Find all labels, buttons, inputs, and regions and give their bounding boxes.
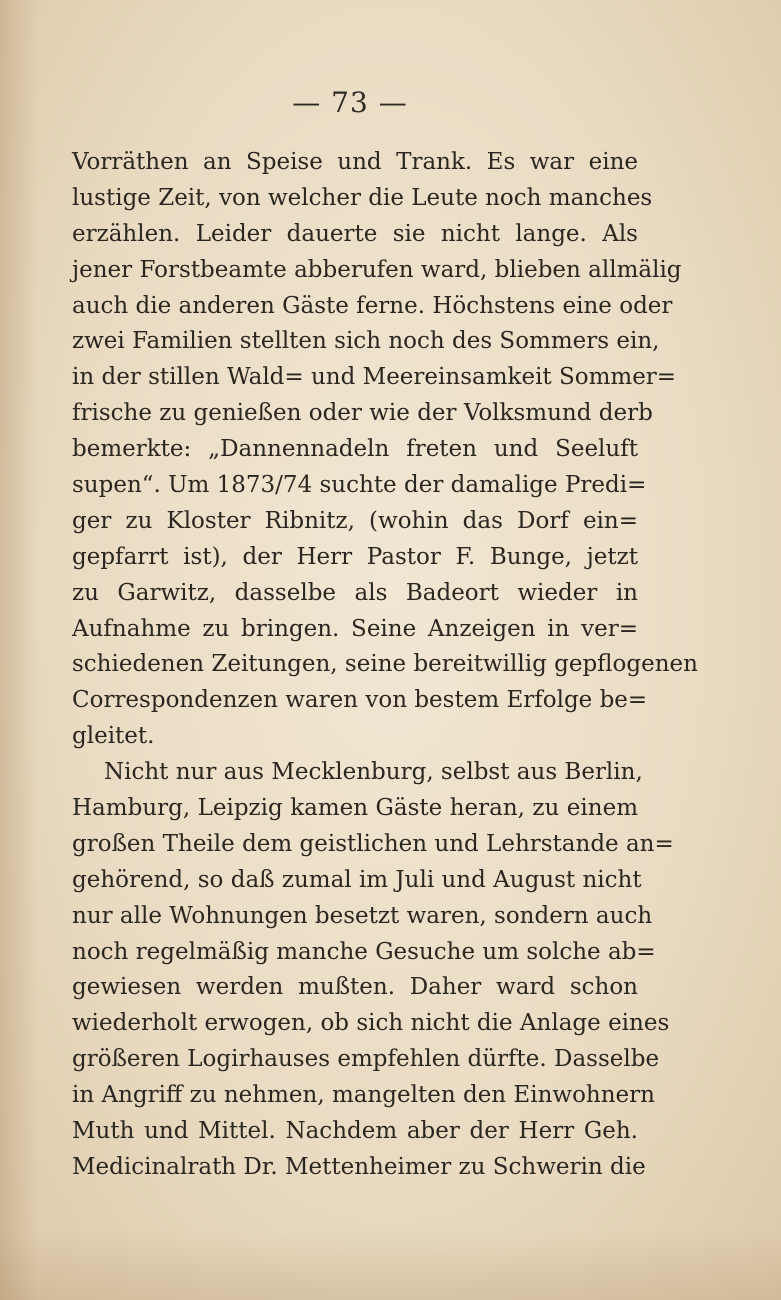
text-line: wiederholt erwogen, ob sich nicht die Anlage eines bbox=[72, 1010, 670, 1037]
text-line: gewiesen werden mußten. Daher ward schon bbox=[72, 974, 638, 1001]
text-line: erzählen. Leider dauerte sie nicht lange. Als bbox=[72, 220, 638, 247]
text-line: nur alle Wohnungen besetzt waren, sondern auch bbox=[72, 902, 653, 929]
text-line: noch regelmäßig manche Gesuche um solche ab= bbox=[72, 938, 656, 965]
text-line: bemerkte: „Dannennadeln freten und Seeluft bbox=[72, 436, 638, 463]
text-line: jener Forstbeamte abberufen ward, blieben allmälig bbox=[72, 256, 682, 283]
text-line: großen Theile dem geistlichen und Lehrstande an= bbox=[72, 830, 674, 857]
text-line: in der stillen Wald= und Meereinsamkeit Sommer= bbox=[72, 364, 677, 391]
text-line: größeren Logirhauses empfehlen dürfte. Dasselbe bbox=[72, 1046, 660, 1073]
text-line: gehörend, so daß zumal im Juli und August nicht bbox=[72, 866, 642, 893]
text-line: Nicht nur aus Mecklenburg, selbst aus Berlin, bbox=[104, 759, 643, 786]
text-line: auch die anderen Gäste ferne. Höchstens eine oder bbox=[72, 292, 673, 319]
text-line: zwei Familien stellten sich noch des Sommers ein, bbox=[72, 328, 660, 355]
text-line: ger zu Kloster Ribnitz, (wohin das Dorf ein= bbox=[72, 507, 638, 534]
text-line: Medicinalrath Dr. Mettenheimer zu Schwerin die bbox=[72, 1153, 646, 1180]
text-line: frische zu genießen oder wie der Volksmund derb bbox=[72, 400, 653, 427]
text-line: Correspondenzen waren von bestem Erfolge be= bbox=[72, 687, 648, 714]
text-line: gepfarrt ist), der Herr Pastor F. Bunge, jetzt bbox=[72, 543, 638, 570]
text-line: in Angriff zu nehmen, mangelten den Einwohnern bbox=[72, 1082, 655, 1109]
text-line: Muth und Mittel. Nachdem aber der Herr Geh. bbox=[72, 1118, 638, 1145]
page-edge-shadow-left bbox=[0, 0, 38, 1300]
text-line: Aufnahme zu bringen. Seine Anzeigen in ver= bbox=[72, 615, 638, 642]
body-text bbox=[72, 145, 698, 1186]
text-line: gleitet. bbox=[72, 723, 155, 750]
page-number: — 73 — bbox=[292, 86, 408, 119]
text-line: Vorräthen an Speise und Trank. Es war eine bbox=[72, 149, 638, 175]
text-line: zu Garwitz, dasselbe als Badeort wieder in bbox=[72, 579, 638, 606]
text-line: Hamburg, Leipzig kamen Gäste heran, zu einem bbox=[72, 795, 638, 822]
text-line: schiedenen Zeitungen, seine bereitwillig gepflogenen bbox=[72, 651, 698, 678]
page-edge-shadow-bottom bbox=[0, 1230, 781, 1300]
text-line: supen“. Um 1873/74 suchte der damalige Predi= bbox=[72, 472, 647, 499]
text-line: lustige Zeit, von welcher die Leute noch manches bbox=[72, 184, 653, 211]
